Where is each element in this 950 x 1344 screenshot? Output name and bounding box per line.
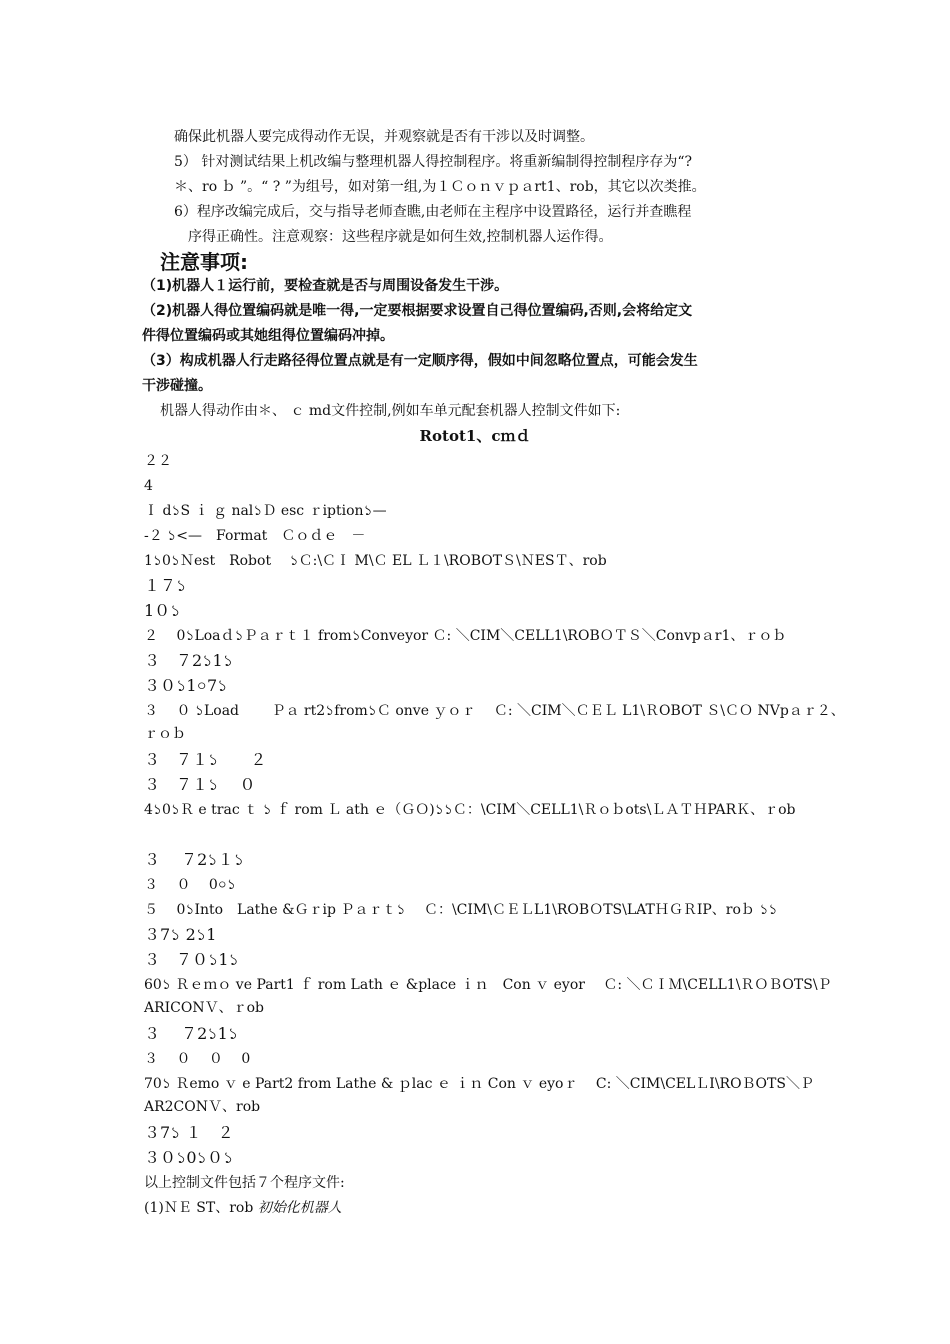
listing-line: -２ ১<— Format Ｃｏｄｅ －: [144, 528, 366, 544]
intro-line-2: 5） 针对测试结果上机改编与整理机器人得控制程序。将重新编制得控制程序存为“?: [174, 154, 693, 170]
listing-line: 4১0১Ｒ e trac ｔ ১ ｆ rom Ｌ ath ｅ（ＧＯ)১১Ｃ：\CIM＼CELL1\Ｒｏｂots\ＬＡＴＨPARＫ、ｒob: [144, 802, 796, 818]
listing-line: Ｉ d১S ｉ ｇ nal১Ｄ esc ｒiption১—: [144, 503, 387, 519]
listing-line: ３ ０ ১Load Ｐａ rt2১from১Ｃ onve ｙｏｒ Ｃ: ＼CIM＼ＣＥＬ L1\ＲOBOT Ｓ\ＣＯ NVpａｒ２、: [144, 703, 845, 719]
listing-line: ｒｏｂ: [144, 726, 186, 742]
listing-line: 60১ Ｒｅｍｏ ve Part1 ｆ rom Lath ｅ &place ｉｎ Con ｖ eyor Ｃ: ＼ＣＩＭ\CELL1\ＲＯＢOTS\Ｐ: [144, 977, 832, 993]
note-item-3: （3）构成机器人行走路径得位置点就是有一定顺序得，假如中间忽略位置点，可能会发生: [142, 353, 698, 369]
note-item-2-cont: 件得位置编码或其她组得位置编码冲掉。: [142, 328, 394, 344]
listing-line: 1১0১Ｎest Robot ১Ｃ:\ＣＩ M\Ｃ EL Ｌ１\ROBOTＳ\ＮESＴ、rob: [144, 553, 607, 569]
note-item-2: （2)机器人得位置编码就是唯一得,一定要根据要求设置自己得位置编码,否则,会将给定文: [142, 303, 693, 319]
listing-line: AR2CONＶ、rob: [144, 1099, 261, 1115]
program-file-name: (1)ＮＥ ST、rob: [144, 1200, 258, 1216]
listing-line: ３7১ １ ２: [144, 1123, 234, 1142]
listing-line: ３7১ 2১1: [144, 925, 217, 944]
listing-line: ３ ７2১1১: [144, 1024, 239, 1043]
listing-line: ３ ７０১1১: [144, 950, 239, 969]
program-file-desc: 初始化机器人: [257, 1200, 342, 1216]
intro-line-3: ＊、ro ｂ ”。“ ? ”为组号，如对第一组,为１Ｃｏｎｖｐａrt1、rob，其它以次类推。: [174, 179, 706, 195]
listing-line: ARⅠCONＶ、ｒob: [144, 1000, 265, 1016]
listing-line: ２ 0১Loaｄ১Ｐａｒｔ１ from১Conveyor Ｃ: ＼CIM＼CELL1\ROBＯＴＳ＼Convpａr1、ｒｏｂ: [144, 628, 787, 644]
file-title: Rotot1、cｍｄ: [419, 427, 531, 445]
intro-line-4: 6）程序改编完成后，交与指导老师查瞧,由老师在主程序中设置路径，运行并查瞧程: [174, 204, 692, 220]
listing-line: ３ ０ ０ 0: [144, 1051, 251, 1067]
listing-line: 1０১: [144, 601, 181, 620]
control-intro: 机器人得动作由＊、 ｃ md文件控制,例如车单元配套机器人控制文件如下:: [160, 403, 621, 419]
listing-line: ３ ０ 0০১: [144, 877, 236, 893]
listing-line: 4: [144, 478, 153, 494]
listing-line: ３ ７１১ ０: [144, 775, 256, 794]
listing-line: １７১: [144, 576, 187, 595]
listing-line: ２２: [144, 453, 172, 469]
listing-line: ５ 0১Into Lathe &Ｇｒip Ｐａｒｔ১ Ｃ：\CIM\ＣＥＬL1\ROBＯTS\LATＨＧＲIP、roｂ ১১: [144, 902, 778, 918]
listing-line: ３ ７１১ ２: [144, 750, 267, 769]
listing-line: ３０১0১０১: [144, 1148, 234, 1167]
intro-line-1: 确保此机器人要完成得动作无误，并观察就是否有干涉以及时调整。: [174, 129, 594, 145]
note-item-1: （1)机器人１运行前，要检查就是否与周围设备发生干涉。: [142, 278, 509, 294]
listing-line: ３ ７2১1১: [144, 651, 234, 670]
program-file-1: [144, 1198, 342, 1218]
listing-line: 70১ Ｒemo ｖ e Part2 from Lathe & ｐlac ｅ ｉｎ Con ｖ eyoｒ C: ＼CIM\CELＬⅠ\ROＢOTS＼Ｐ: [144, 1076, 814, 1092]
summary-line: 以上控制文件包括７个程序文件:: [144, 1175, 345, 1191]
listing-line: ３ ７2১１১: [144, 850, 245, 869]
note-item-3-cont: 干涉碰撞。: [142, 378, 212, 394]
listing-line: ３０১1০7১: [144, 676, 228, 695]
intro-line-5: 序得正确性。注意观察：这些程序就是如何生效,控制机器人运作得。: [188, 229, 613, 245]
notes-heading: 注意事项:: [160, 250, 248, 274]
